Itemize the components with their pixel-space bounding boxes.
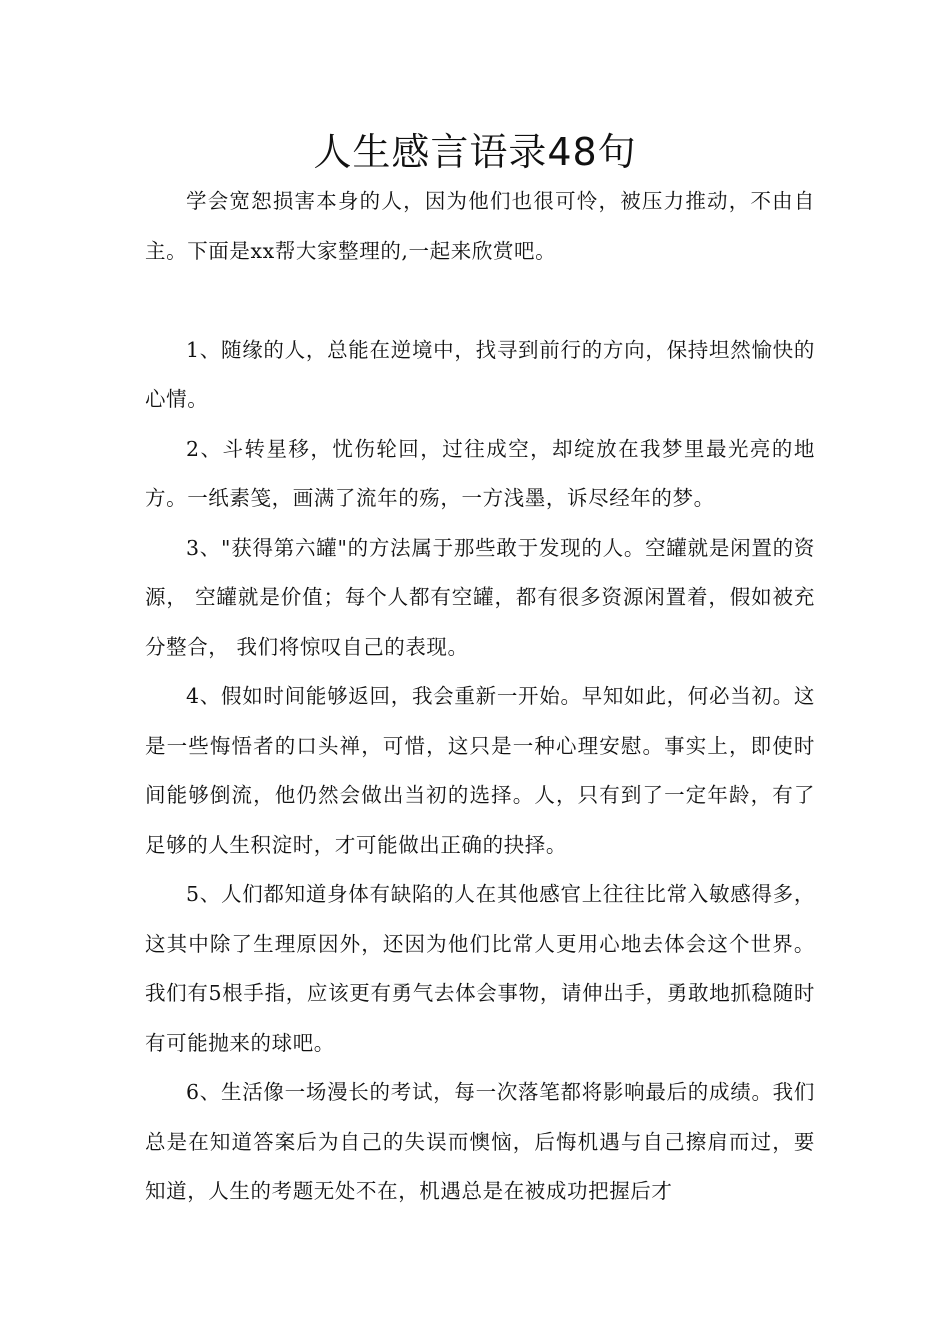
document-title: 人生感言语录48句 <box>313 130 637 174</box>
quote-paragraph-1: 1、随缘的人，总能在逆境中，找寻到前行的方向，保持坦然愉快的心情。 <box>145 337 815 411</box>
paragraph-spacer <box>145 276 815 326</box>
quote-paragraph-5: 5、人们都知道身体有缺陷的人在其他感官上往往比常入敏感得多，这其中除了生理原因外，还因为他们比常人更用心地去体会这个世界。我们有5根手指，应该更有勇气去体会事物，请伸出手，勇敢地抓稳随时有可能抛来的球吧。 <box>145 882 815 1055</box>
quote-paragraph-3: 3、"获得第六罐"的方法属于那些敢于发现的人。空罐就是闲置的资源， 空罐就是价值；每个人都有空罐，都有很多资源闲置着，假如被充分整合， 我们将惊叹自己的表现。 <box>145 535 815 659</box>
quote-paragraph-6: 6、生活像一场漫长的考试，每一次落笔都将影响最后的成绩。我们总是在知道答案后为自己的失误而懊恼，后悔机遇与自己擦肩而过，要知道，人生的考题无处不在，机遇总是在被成功把握后才 <box>145 1080 815 1203</box>
intro-paragraph: 学会宽恕损害本身的人，因为他们也很可怜，被压力推动，不由自主。下面是xx帮大家整理的,一起来欣赏吧。 <box>145 189 815 263</box>
quote-paragraph-4: 4、假如时间能够返回，我会重新一开始。早知如此，何必当初。这是一些悔悟者的口头禅，可惜，这只是一种心理安慰。事实上，即使时间能够倒流，他仍然会做出当初的选择。人，只有到了一定年龄，有了足够的人生积淀时，才可能做出正确的抉择。 <box>145 684 815 857</box>
quote-paragraph-2: 2、斗转星移，忧伤轮回，过往成空，却绽放在我梦里最光亮的地方。一纸素笺，画满了流年的殇，一方浅墨，诉尽经年的梦。 <box>145 436 815 510</box>
document-body <box>145 177 815 1217</box>
